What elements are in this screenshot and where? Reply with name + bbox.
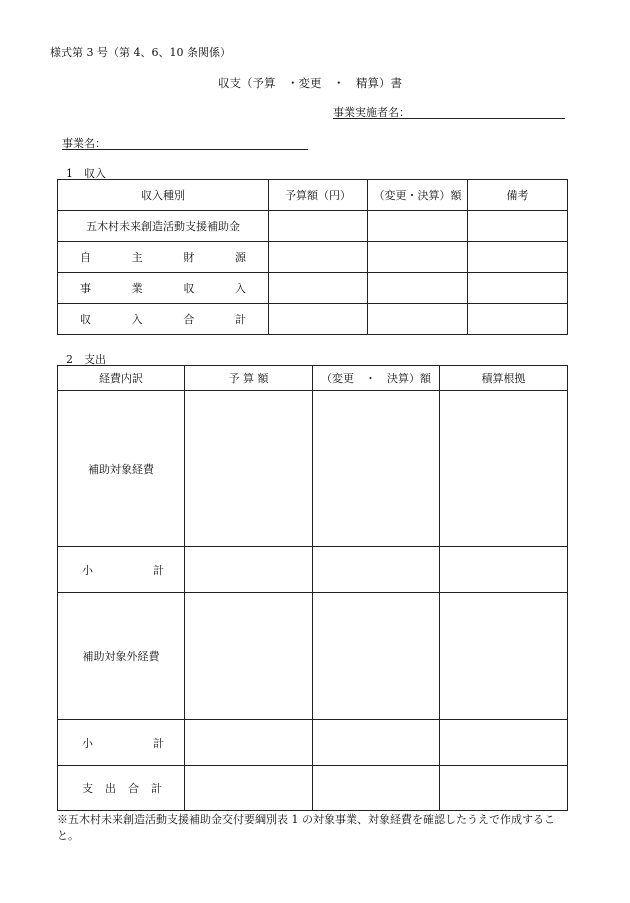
income-table — [57, 179, 568, 335]
table-row — [58, 547, 568, 593]
subsidized-expenses-label: 補助対象経費 — [58, 391, 185, 547]
form-reference: 様式第 3 号（第 4、6、10 条関係） — [50, 46, 231, 59]
income-header-row — [58, 180, 568, 211]
subtotal-label: 小 計 — [58, 547, 185, 593]
expense-total-label: 支 出 合 計 — [58, 766, 185, 811]
expense-col-change: （変更 ・ 決算）額 — [313, 366, 440, 391]
table-row — [58, 391, 568, 547]
income-row-label: 収 入 合 計 — [58, 304, 269, 335]
income-col-change: （変更・決算）額 — [368, 180, 468, 211]
income-row-label: 五木村未来創造活動支援補助金 — [58, 211, 269, 242]
implementer-label: 事業実施者名： — [333, 106, 410, 119]
income-col-budget: 予算額（円） — [269, 180, 368, 211]
income-row-label: 事 業 収 入 — [58, 273, 269, 304]
income-heading: 1 収入 — [66, 167, 106, 180]
expense-col-basis: 積算根拠 — [440, 366, 568, 391]
project-name-label: 事業名： — [62, 137, 106, 150]
expense-heading: 2 支出 — [66, 353, 106, 366]
income-col-remarks: 備考 — [468, 180, 568, 211]
footnote: ※五木村未来創造活動支援補助金交付要綱別表 1 の対象事業、対象経費を確認したうえで作成すること。 — [57, 813, 555, 842]
income-col-type: 収入種別 — [58, 180, 269, 211]
subtotal-label: 小 計 — [58, 720, 185, 766]
income-row-label: 自 主 財 源 — [58, 242, 269, 273]
document-title: 収支（予算 ・変更 ・ 精算）書 — [218, 76, 402, 90]
expense-col-breakdown: 経費内訳 — [58, 366, 185, 391]
table-row — [58, 593, 568, 720]
table-row — [58, 273, 568, 304]
project-name-line — [62, 149, 308, 150]
table-row — [58, 766, 568, 811]
expense-col-budget: 予 算 額 — [185, 366, 313, 391]
expense-table — [57, 365, 568, 811]
table-row — [58, 304, 568, 335]
table-row — [58, 211, 568, 242]
expense-header-row — [58, 366, 568, 391]
table-row — [58, 720, 568, 766]
table-row — [58, 242, 568, 273]
non-subsidized-expenses-label: 補助対象外経費 — [58, 593, 185, 720]
implementer-line — [333, 118, 565, 119]
